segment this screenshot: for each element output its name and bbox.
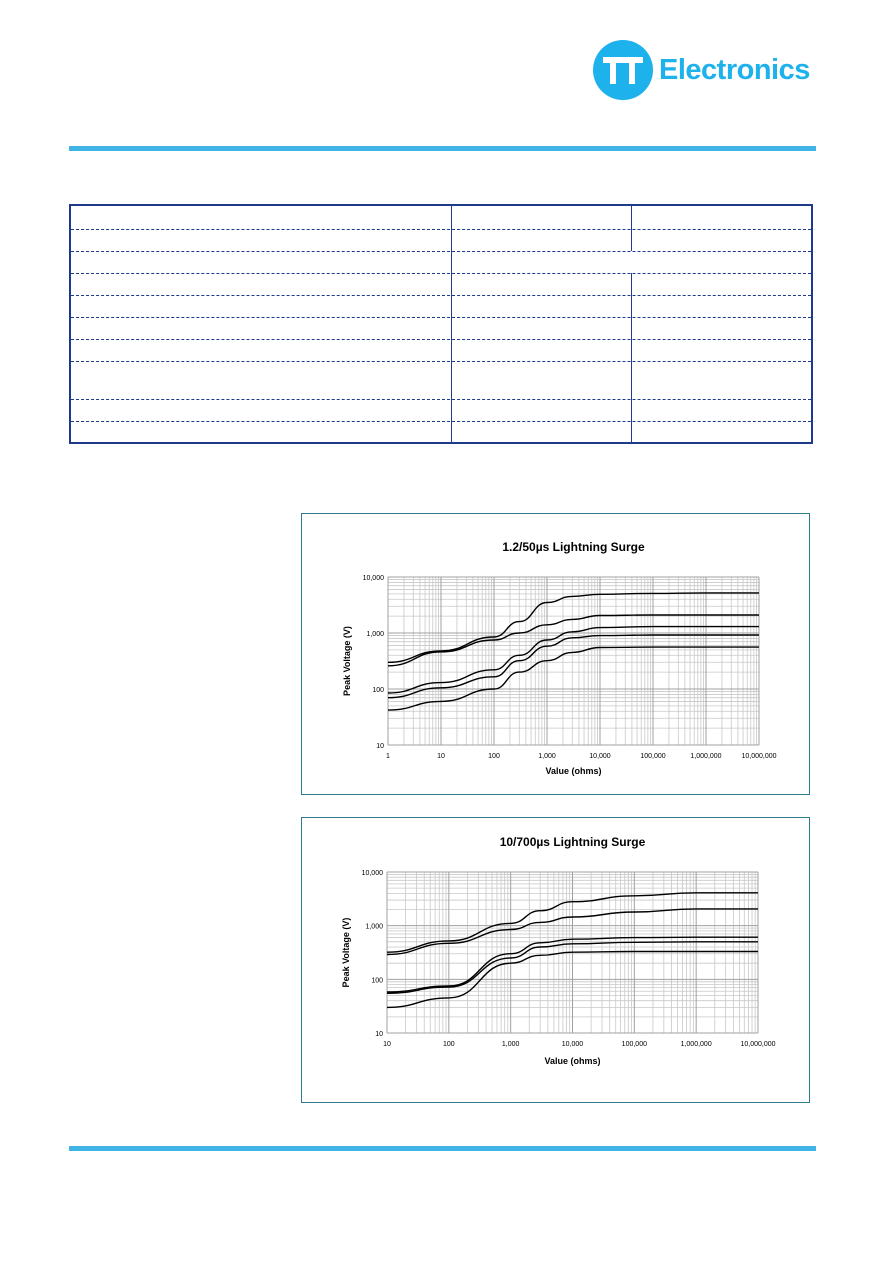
x-tick-label: 100 [488, 753, 500, 760]
x-tick-label: 1,000,000 [680, 1041, 712, 1048]
x-tick-label: 10,000,000 [741, 753, 777, 760]
y-tick-label: 10 [376, 743, 384, 750]
x-tick-label: 100,000 [621, 1041, 647, 1048]
y-tick-label: 10 [375, 1031, 383, 1038]
chart-title: 10/700µs Lightning Surge [499, 835, 646, 849]
y-tick-label: 10,000 [361, 870, 383, 877]
y-axis-label: Peak Voltage (V) [341, 917, 351, 988]
x-tick-label: 10 [437, 753, 445, 760]
brand-name: Electronics [659, 53, 810, 86]
x-tick-label: 100,000 [640, 753, 666, 760]
chart-2 [302, 818, 811, 1104]
footer-rule [69, 1146, 816, 1151]
tt-logo-icon [593, 40, 653, 100]
y-tick-label: 10,000 [362, 575, 384, 582]
x-tick-label: 1,000 [538, 753, 556, 760]
table-row [71, 206, 811, 230]
table-row [71, 251, 811, 274]
chart-title: 1.2/50µs Lightning Surge [502, 540, 645, 554]
chart-1-panel [301, 513, 810, 795]
column-divider [631, 206, 632, 251]
y-tick-label: 100 [371, 977, 383, 985]
y-tick-label: 100 [372, 687, 384, 694]
table-row [71, 421, 811, 442]
x-axis-label: Value (ohms) [544, 1056, 601, 1066]
table-row [71, 339, 811, 362]
table-row [71, 273, 811, 296]
table-row [71, 229, 811, 252]
tt-electronics-logo [593, 40, 810, 100]
x-tick-label: 1,000,000 [690, 753, 722, 760]
x-axis-label: Value (ohms) [545, 766, 602, 776]
x-tick-label: 10,000,000 [740, 1041, 776, 1048]
table-row [71, 399, 811, 422]
y-axis-label: Peak Voltage (V) [342, 626, 352, 696]
y-tick-label: 1,000 [366, 631, 384, 638]
spec-table [69, 204, 813, 444]
x-tick-label: 10,000 [589, 753, 611, 760]
table-row [71, 317, 811, 340]
header-rule [69, 146, 816, 151]
column-divider [631, 273, 632, 442]
chart-grid [388, 577, 759, 745]
x-tick-label: 1,000 [501, 1041, 520, 1048]
x-tick-label: 1 [386, 753, 390, 760]
x-tick-label: 100 [442, 1041, 455, 1048]
x-tick-label: 10 [383, 1041, 391, 1048]
x-tick-label: 10,000 [561, 1041, 584, 1048]
column-divider [451, 206, 452, 442]
table-row [71, 361, 811, 400]
chart-2-panel [301, 817, 810, 1103]
y-tick-label: 1,000 [365, 923, 383, 931]
chart-1 [302, 514, 811, 796]
table-row [71, 295, 811, 318]
